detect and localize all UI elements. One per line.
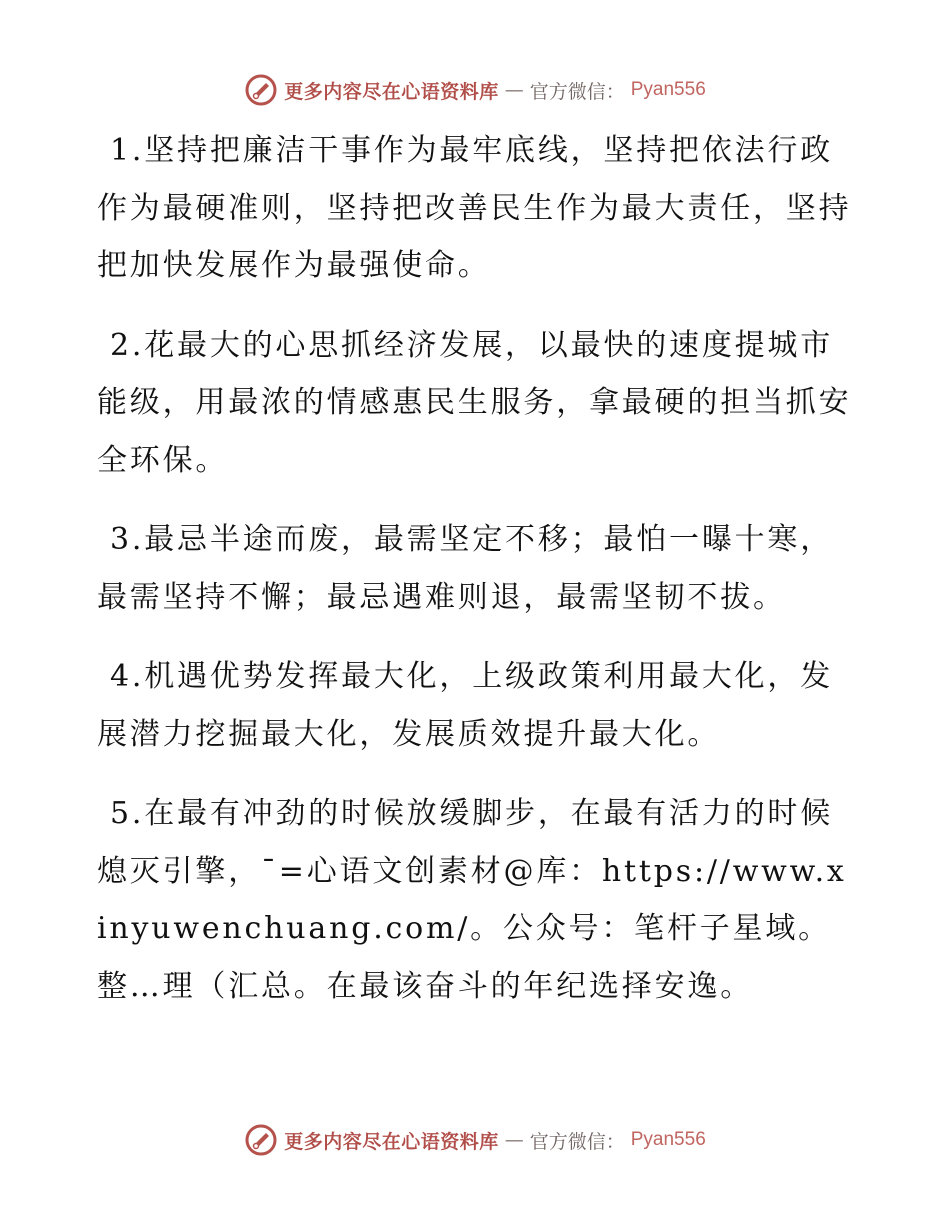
header-watermark: [0, 70, 950, 110]
watermark-title: 更多内容尽在心语资料库: [284, 80, 499, 103]
footer-watermark: [0, 1120, 950, 1160]
watermark-dash: —: [504, 1129, 524, 1151]
list-item: 4.机遇优势发挥最大化，上级政策利用最大化，发展潜力挖掘最大化，发展质效提升最大化。: [97, 659, 834, 752]
watermark-account-label: 官方微信：: [529, 1130, 625, 1153]
brand-logo-icon: [244, 1123, 278, 1157]
watermark-dash: —: [504, 79, 524, 101]
watermark-account-id: Pyan556: [630, 79, 706, 100]
list-item: 5.在最有冲劲的时候放缓脚步，在最有活力的时候熄灭引擎，¯=心语文创素材@库：https://www.xinyuwenchuang.com/。公众号：笔杆子星域。整…理（汇总。在最该奋斗的年纪选择安逸。: [97, 796, 847, 1004]
watermark-account-id: Pyan556: [630, 1129, 706, 1150]
document-body: [97, 122, 857, 1037]
list-item: 3.最忌半途而废，最需坚定不移；最怕一曝十寒，最需坚持不懈；最忌遇难则退，最需坚韧不拔。: [97, 522, 834, 615]
list-item: 1.坚持把廉洁干事作为最牢底线，坚持把依法行政作为最硬准则，坚持把改善民生作为最大责任，坚持把加快发展作为最强使命。: [97, 133, 852, 283]
brand-logo-icon: [244, 73, 278, 107]
watermark-title: 更多内容尽在心语资料库: [284, 1130, 499, 1153]
watermark-account-label: 官方微信：: [529, 80, 625, 103]
list-item: 2.花最大的心思抓经济发展，以最快的速度提城市能级，用最浓的情感惠民生服务，拿最硬的担当抓安全环保。: [97, 327, 852, 478]
